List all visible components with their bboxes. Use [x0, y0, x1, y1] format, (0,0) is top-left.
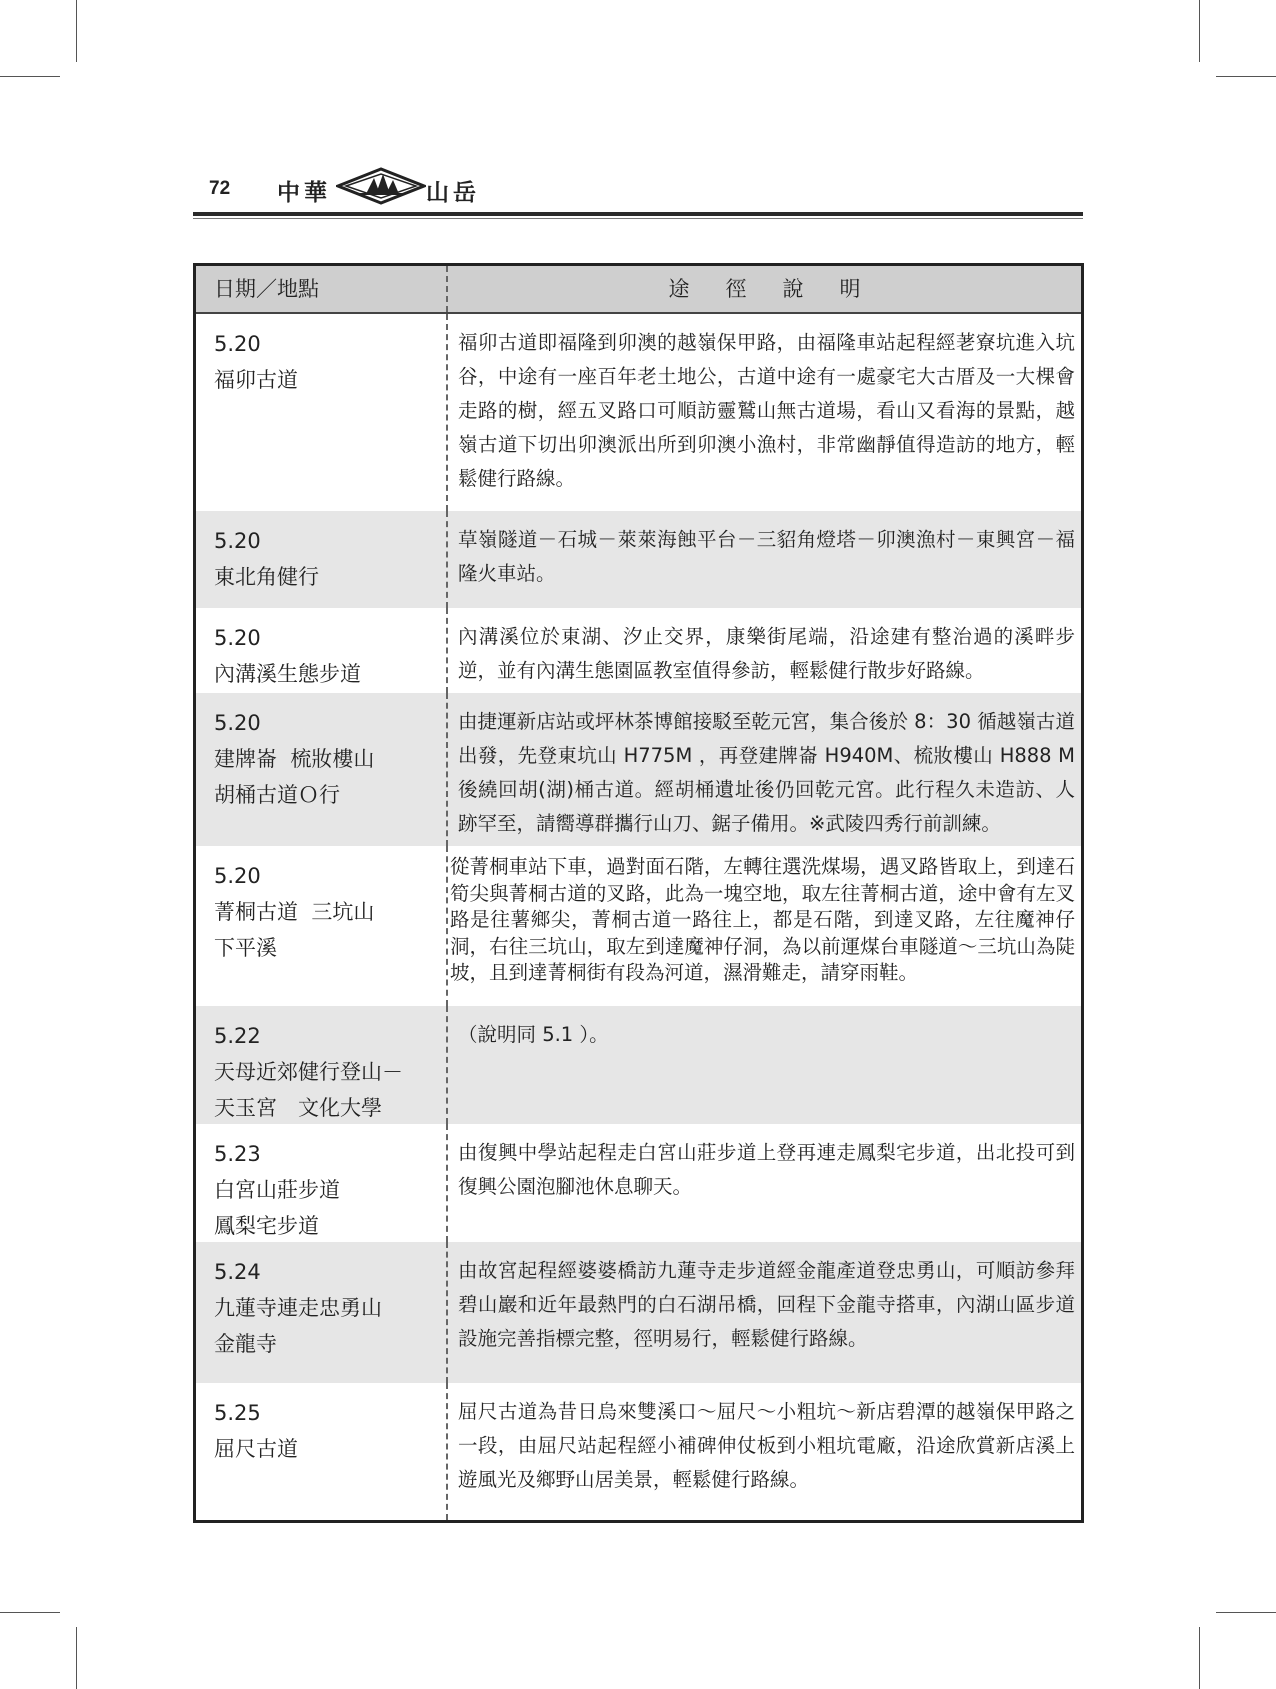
- date-place-cell: [196, 1006, 448, 1124]
- route-table: [193, 263, 1084, 1523]
- crop-mark: [0, 76, 60, 77]
- table-row: [196, 693, 1081, 846]
- page-header: [193, 160, 1083, 208]
- place-name: 鳳梨宅步道: [214, 1214, 319, 1238]
- mountain-logo-icon: [336, 166, 426, 206]
- date: 5.20: [214, 864, 261, 888]
- date: 5.20: [214, 332, 261, 356]
- crop-mark: [1199, 1627, 1200, 1689]
- date-place-cell: [196, 1383, 448, 1520]
- date-place-cell: [196, 846, 448, 1006]
- place-name: 白宮山莊步道: [214, 1178, 340, 1202]
- date: 5.22: [214, 1024, 261, 1048]
- page-number: 72: [209, 178, 231, 199]
- date-place-cell: [196, 1242, 448, 1383]
- place-name: 下平溪: [214, 936, 277, 960]
- col-header-date-place: 日期／地點: [196, 266, 448, 312]
- place-name: 內溝溪生態步道: [214, 662, 361, 686]
- date-place-cell: [196, 511, 448, 608]
- date-place-cell: [196, 608, 448, 693]
- crop-mark: [1199, 0, 1200, 62]
- col-header-route: 途徑說明: [668, 277, 897, 301]
- place-name: 福卯古道: [214, 368, 298, 392]
- crop-mark: [1216, 1612, 1276, 1613]
- date-place-cell: [196, 314, 448, 511]
- date-place-cell: [196, 693, 448, 846]
- route-description: 由復興中學站起程走白宮山莊步道上登再連走鳳梨宅步道，出北投可到復興公園泡腳池休息聊天。: [458, 1141, 1075, 1198]
- table-row: [196, 1383, 1081, 1520]
- magazine-title-right: 山岳: [426, 179, 480, 206]
- table-row: [196, 511, 1081, 608]
- date: 5.20: [214, 626, 261, 650]
- table-header: [196, 266, 1081, 314]
- route-description: 由故宮起程經婆婆橋訪九蓮寺走步道經金龍產道登忠勇山，可順訪參拜碧山巖和近年最熱門的白石湖吊橋，回程下金龍寺搭車，內湖山區步道設施完善指標完整，徑明易行，輕鬆健行路線。: [458, 1259, 1075, 1350]
- magazine-title-left: 中華: [277, 179, 331, 206]
- table-row: [196, 608, 1081, 693]
- header-rule-thin: [193, 218, 1083, 219]
- place-name: 九蓮寺連走忠勇山: [214, 1296, 382, 1320]
- route-description: 由捷運新店站或坪林茶博館接駁至乾元宮，集合後於 8：30 循越嶺古道出發，先登東坑山 H775M ，再登建牌崙 H940M、梳妝樓山 H888 M後繞回胡(湖)桶古道。經胡桶遺址後仍回乾元宮。此行程久未造訪、人跡罕至，請嚮導群攜行山刀、鋸子備用。※武陵四秀行前訓練。: [458, 710, 1075, 835]
- place-name: 天玉宮 文化大學: [214, 1096, 382, 1120]
- place-name: 東北角健行: [214, 565, 319, 589]
- table-row: [196, 1124, 1081, 1242]
- header-rule: [193, 212, 1083, 216]
- date: 5.24: [214, 1260, 261, 1284]
- date: 5.23: [214, 1142, 261, 1166]
- place-name: 天母近郊健行登山－: [214, 1060, 403, 1084]
- table-row: [196, 1242, 1081, 1383]
- crop-mark: [76, 1627, 77, 1689]
- route-description: 從菁桐車站下車，過對面石階，左轉往選洗煤場，遇叉路皆取上，到達石筍尖與菁桐古道的叉路，此為一塊空地，取左往菁桐古道，途中會有左叉路是往薯鄉尖，菁桐古道一路往上，都是石階，到達叉路，左往魔神仔洞，右往三坑山，取左到達魔神仔洞，為以前運煤台車隧道～三坑山為陡坡，且到達菁桐街有段為河道，濕滑難走，請穿雨鞋。: [450, 855, 1075, 984]
- crop-mark: [76, 0, 77, 62]
- table-row: [196, 846, 1081, 1006]
- route-description: 福卯古道即福隆到卯澳的越嶺保甲路，由福隆車站起程經荖寮坑進入坑谷，中途有一座百年老土地公，古道中途有一處豪宅大古厝及一大棵會走路的樹，經五叉路口可順訪靈鷲山無古道場，看山又看海的景點，越嶺古道下切出卯澳派出所到卯澳小漁村，非常幽靜值得造訪的地方，輕鬆健行路線。: [458, 331, 1075, 490]
- route-description: 內溝溪位於東湖、汐止交界，康樂街尾端，沿途建有整治過的溪畔步逆，並有內溝生態園區教室值得參訪，輕鬆健行散步好路線。: [458, 625, 1075, 682]
- route-description: 草嶺隧道－石城－萊萊海蝕平台－三貂角燈塔－卯澳漁村－東興宮－福隆火車站。: [458, 528, 1075, 585]
- date: 5.25: [214, 1401, 261, 1425]
- place-name: 菁桐古道 三坑山: [214, 900, 375, 924]
- route-description: 屈尺古道為昔日烏來雙溪口～屈尺～小粗坑～新店碧潭的越嶺保甲路之一段，由屈尺站起程經小補碑伸仗板到小粗坑電廠，沿途欣賞新店溪上遊風光及鄉野山居美景，輕鬆健行路線。: [458, 1400, 1075, 1491]
- date-place-cell: [196, 1124, 448, 1242]
- place-name: 建牌崙 梳妝樓山: [214, 747, 375, 771]
- table-row: [196, 1006, 1081, 1124]
- table-row: [196, 314, 1081, 511]
- crop-mark: [0, 1612, 60, 1613]
- place-name: 胡桶古道Ｏ行: [214, 783, 340, 807]
- place-name: 屈尺古道: [214, 1437, 298, 1461]
- date: 5.20: [214, 711, 261, 735]
- date: 5.20: [214, 529, 261, 553]
- route-description: （說明同 5.1 ）。: [458, 1023, 609, 1046]
- crop-mark: [1216, 76, 1276, 77]
- place-name: 金龍寺: [214, 1332, 277, 1356]
